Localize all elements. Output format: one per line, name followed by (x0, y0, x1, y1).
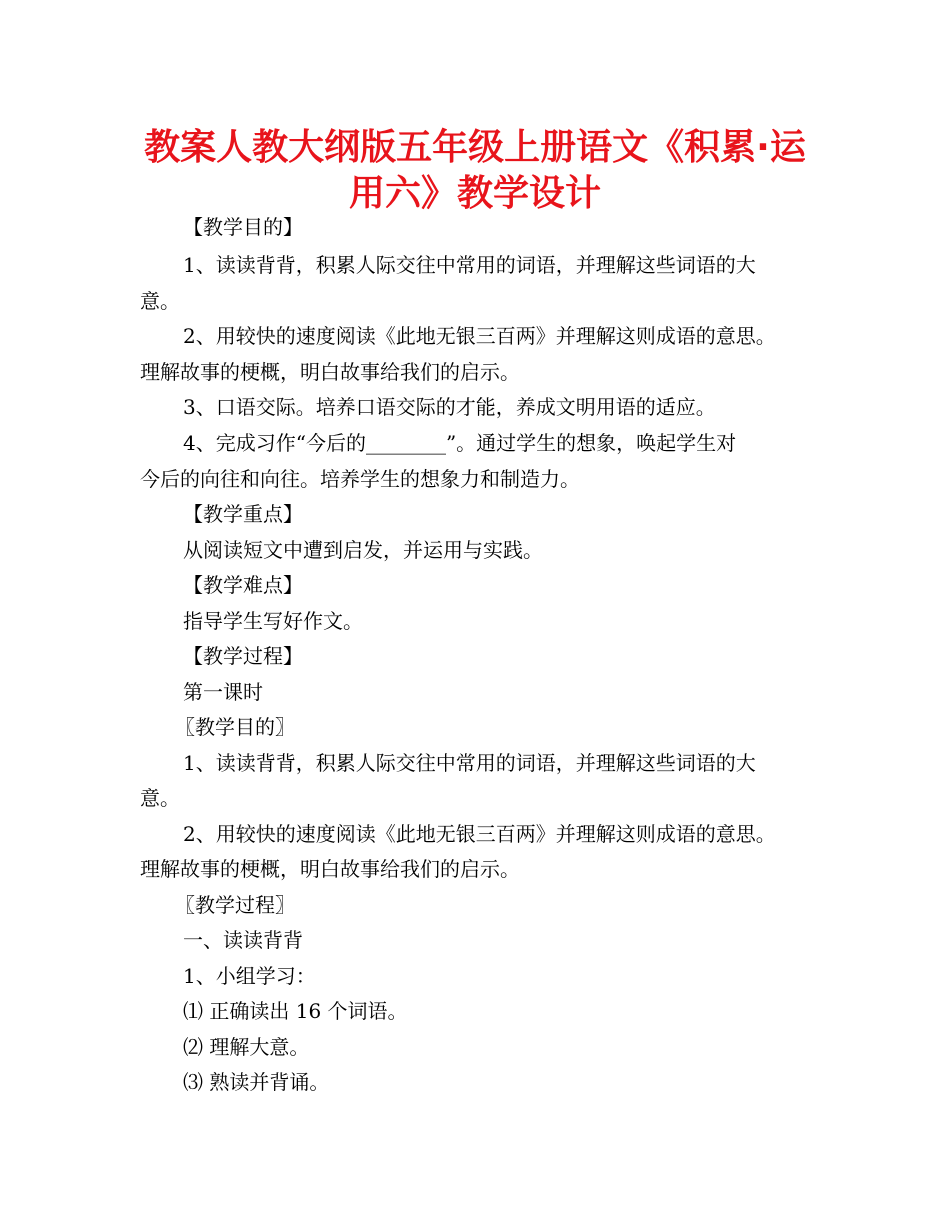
step-one-heading: 一、读读背背 (183, 928, 303, 952)
section-heading-key-points: 【教学重点】 (183, 502, 303, 526)
lesson-goal-item-1: 1、读读背背，积累人际交往中常用的词语，并理解这些词语的大 (183, 751, 756, 775)
document-title-line-2: 用六》教学设计 (348, 173, 601, 214)
document-title-line-1: 教案人教大纲版五年级上册语文《积累·运 (144, 127, 806, 168)
section-heading-teaching-process: 【教学过程】 (183, 644, 303, 668)
goal-item-3: 3、口语交际。培养口语交际的才能，养成文明用语的适应。 (183, 395, 716, 419)
difficulties-text: 指导学生写好作文。 (183, 609, 363, 633)
goal-item-4: 4、完成习作“今后的________”。通过学生的想象，唤起学生对 (183, 431, 737, 455)
lesson-one-process-heading: 〖教学过程〗 (175, 893, 295, 917)
lesson-goal-item-1-continued: 意。 (140, 786, 180, 810)
lesson-one-heading: 第一课时 (183, 680, 263, 704)
goal-item-1-continued: 意。 (140, 289, 180, 313)
section-heading-teaching-goals: 【教学目的】 (183, 215, 303, 239)
lesson-goal-item-2: 2、用较快的速度阅读《此地无银三百两》并理解这则成语的意思。 (183, 822, 776, 846)
step-one-subitem-2: ⑵ 理解大意。 (183, 1035, 310, 1059)
key-points-text: 从阅读短文中遭到启发，并运用与实践。 (183, 538, 543, 562)
lesson-one-goals-heading: 〖教学目的〗 (175, 715, 295, 739)
goal-item-1: 1、读读背背，积累人际交往中常用的词语，并理解这些词语的大 (183, 253, 756, 277)
section-heading-difficulties: 【教学难点】 (183, 573, 303, 597)
goal-item-2: 2、用较快的速度阅读《此地无银三百两》并理解这则成语的意思。 (183, 324, 776, 348)
goal-item-4-continued: 今后的向往和向往。培养学生的想象力和制造力。 (140, 467, 580, 491)
step-one-subitem-1: ⑴ 正确读出 16 个词语。 (183, 999, 408, 1023)
step-one-subitem-3: ⑶ 熟读并背诵。 (183, 1070, 330, 1094)
lesson-goal-item-2-continued: 理解故事的梗概，明白故事给我们的启示。 (140, 857, 520, 881)
goal-item-2-continued: 理解故事的梗概，明白故事给我们的启示。 (140, 360, 520, 384)
step-one-item-1: 1、小组学习： (183, 964, 316, 988)
